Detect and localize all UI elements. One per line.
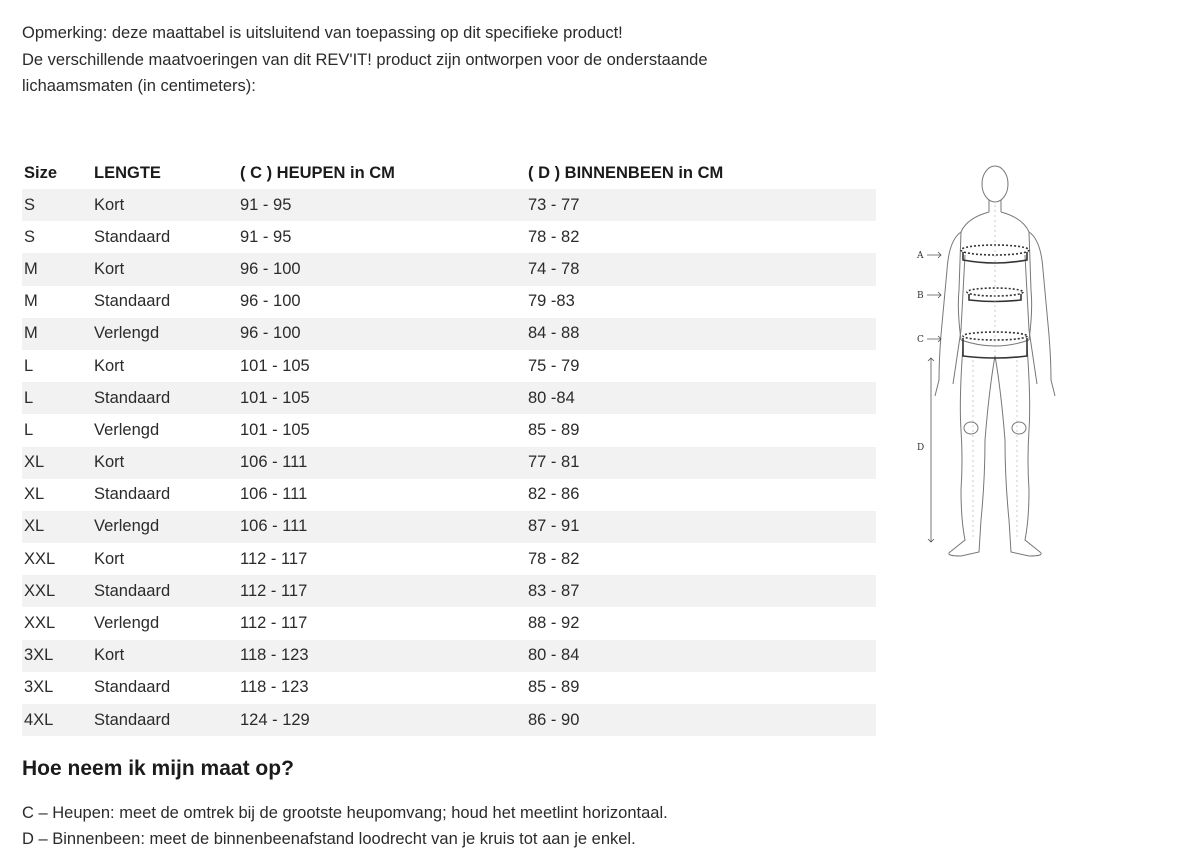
cell-length: Standaard: [92, 575, 238, 607]
table-row: [22, 447, 876, 479]
size-table: [22, 157, 876, 736]
cell-inseam: 84 - 88: [526, 318, 876, 350]
cell-length: Standaard: [92, 382, 238, 414]
cell-inseam: 78 - 82: [526, 221, 876, 253]
cell-hips: 118 - 123: [238, 640, 526, 672]
cell-length: Standaard: [92, 221, 238, 253]
cell-hips: 96 - 100: [238, 286, 526, 318]
cell-hips: 106 - 111: [238, 447, 526, 479]
table-row: [22, 704, 876, 736]
cell-inseam: 77 - 81: [526, 447, 876, 479]
cell-hips: 101 - 105: [238, 350, 526, 382]
cell-inseam: 73 - 77: [526, 189, 876, 221]
cell-inseam: 83 - 87: [526, 575, 876, 607]
cell-inseam: 88 - 92: [526, 607, 876, 639]
howto-title: Hoe neem ik mijn maat op?: [22, 757, 294, 780]
header-length: LENGTE: [94, 163, 161, 182]
intro-line-3: lichaamsmaten (in centimeters):: [22, 77, 256, 95]
table-row: [22, 221, 876, 253]
cell-inseam: 87 - 91: [526, 511, 876, 543]
label-b: B: [917, 291, 924, 301]
cell-hips: 112 - 117: [238, 607, 526, 639]
cell-length: Standaard: [92, 479, 238, 511]
cell-size: XXL: [22, 575, 92, 607]
table-row: [22, 318, 876, 350]
cell-inseam: 80 - 84: [526, 640, 876, 672]
cell-inseam: 79 -83: [526, 286, 876, 318]
measurement-instructions: [22, 800, 668, 852]
cell-inseam: 85 - 89: [526, 414, 876, 446]
cell-hips: 112 - 117: [238, 575, 526, 607]
cell-hips: 91 - 95: [238, 189, 526, 221]
table-row: [22, 382, 876, 414]
cell-inseam: 78 - 82: [526, 543, 876, 575]
cell-inseam: 80 -84: [526, 382, 876, 414]
cell-size: L: [22, 414, 92, 446]
cell-inseam: 86 - 90: [526, 704, 876, 736]
cell-length: Standaard: [92, 672, 238, 704]
cell-length: Verlengd: [92, 318, 238, 350]
cell-size: M: [22, 253, 92, 285]
cell-size: S: [22, 221, 92, 253]
table-row: [22, 286, 876, 318]
cell-hips: 101 - 105: [238, 414, 526, 446]
cell-size: XXL: [22, 543, 92, 575]
hips-instruction: C – Heupen: meet de omtrek bij de grootste heupomvang; houd het meetlint horizontaal.: [22, 804, 668, 822]
arrow-d-icon: [928, 358, 934, 542]
cell-length: Standaard: [92, 286, 238, 318]
cell-hips: 96 - 100: [238, 253, 526, 285]
body-figure-illustration: [905, 160, 1065, 560]
cell-hips: 96 - 100: [238, 318, 526, 350]
cell-size: M: [22, 286, 92, 318]
cell-size: XL: [22, 511, 92, 543]
table-row: [22, 607, 876, 639]
cell-length: Kort: [92, 253, 238, 285]
cell-hips: 106 - 111: [238, 479, 526, 511]
table-row: [22, 350, 876, 382]
cell-hips: 101 - 105: [238, 382, 526, 414]
header-hips: ( C ) HEUPEN in CM: [240, 163, 395, 182]
cell-length: Standaard: [92, 704, 238, 736]
cell-size: 4XL: [22, 704, 92, 736]
label-c: C: [917, 335, 924, 345]
cell-inseam: 85 - 89: [526, 672, 876, 704]
header-inseam: ( D ) BINNENBEEN in CM: [528, 163, 724, 182]
cell-length: Kort: [92, 640, 238, 672]
cell-size: XL: [22, 479, 92, 511]
table-header-row: [22, 157, 876, 189]
arrow-a-icon: [927, 252, 941, 258]
label-a: A: [917, 251, 924, 261]
cell-size: S: [22, 189, 92, 221]
header-size: Size: [24, 163, 58, 182]
body-measurement-figure: [905, 160, 1065, 560]
cell-size: XL: [22, 447, 92, 479]
cell-hips: 106 - 111: [238, 511, 526, 543]
table-row: [22, 479, 876, 511]
cell-inseam: 74 - 78: [526, 253, 876, 285]
cell-length: Verlengd: [92, 414, 238, 446]
table-body: [22, 189, 876, 736]
intro-note: [22, 20, 822, 100]
cell-length: Kort: [92, 543, 238, 575]
cell-length: Verlengd: [92, 511, 238, 543]
cell-hips: 91 - 95: [238, 221, 526, 253]
cell-size: M: [22, 318, 92, 350]
cell-size: 3XL: [22, 640, 92, 672]
table-row: [22, 575, 876, 607]
cell-hips: 118 - 123: [238, 672, 526, 704]
cell-length: Verlengd: [92, 607, 238, 639]
table-row: [22, 543, 876, 575]
cell-inseam: 75 - 79: [526, 350, 876, 382]
table-row: [22, 672, 876, 704]
inseam-instruction: D – Binnenbeen: meet de binnenbeenafstand loodrecht van je kruis tot aan je enkel.: [22, 830, 636, 848]
cell-size: XXL: [22, 607, 92, 639]
cell-size: L: [22, 382, 92, 414]
cell-length: Kort: [92, 189, 238, 221]
table-row: [22, 640, 876, 672]
cell-size: 3XL: [22, 672, 92, 704]
cell-inseam: 82 - 86: [526, 479, 876, 511]
intro-line-1: Opmerking: deze maattabel is uitsluitend van toepassing op dit specifieke product!: [22, 24, 623, 42]
cell-hips: 124 - 129: [238, 704, 526, 736]
cell-length: Kort: [92, 447, 238, 479]
cell-size: L: [22, 350, 92, 382]
label-d: D: [917, 443, 925, 453]
cell-length: Kort: [92, 350, 238, 382]
intro-line-2: De verschillende maatvoeringen van dit REV'IT! product zijn ontworpen voor de onderstaande: [22, 50, 708, 69]
arrow-c-icon: [927, 336, 941, 342]
cell-hips: 112 - 117: [238, 543, 526, 575]
table-row: [22, 414, 876, 446]
arrow-b-icon: [927, 292, 941, 298]
table-row: [22, 253, 876, 285]
table-row: [22, 189, 876, 221]
table-row: [22, 511, 876, 543]
